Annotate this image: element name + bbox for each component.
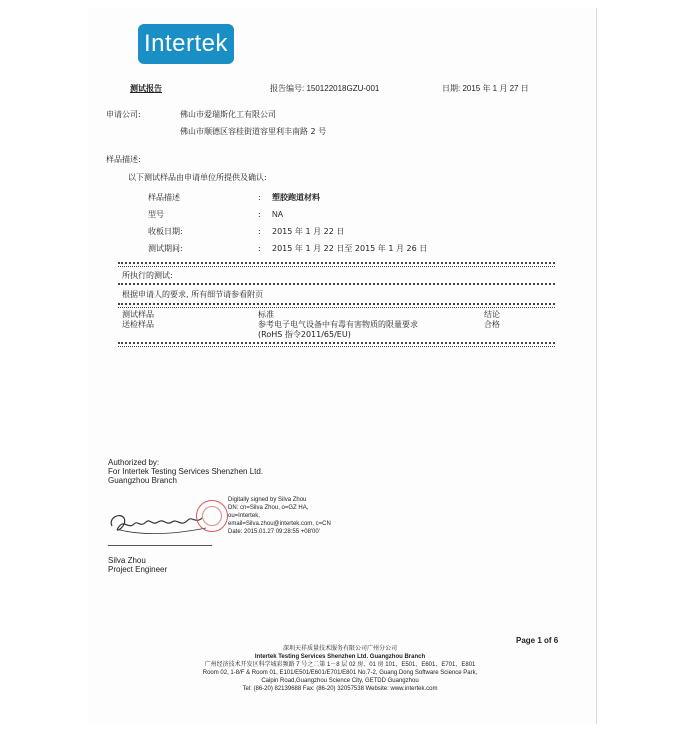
divider-line bbox=[118, 283, 555, 285]
intertek-logo: Intertek bbox=[138, 24, 234, 64]
signer-title: Project Engineer bbox=[108, 565, 168, 574]
applicant-name: 佛山市爱瑞斯化工有限公司 bbox=[180, 110, 276, 119]
document-page bbox=[88, 8, 597, 724]
tests-heading: 所执行的测试: bbox=[122, 271, 173, 280]
applicant-address: 佛山市顺德区容桂街道容里利丰南路 2 号 bbox=[180, 127, 327, 136]
sample-row-value: 塑胶跑道材料 bbox=[272, 193, 320, 202]
sample-row-key: 收板日期: bbox=[148, 227, 183, 236]
sample-label: 样品描述: bbox=[106, 155, 141, 164]
digital-signature-line: email=Silva.zhou@intertek.com, c=CN bbox=[228, 521, 331, 527]
results-sample-value: 送检样品 bbox=[122, 320, 154, 329]
page-number: Page 1 of 6 bbox=[516, 636, 559, 645]
report-date: 日期: 2015 年 1 月 27 日 bbox=[442, 84, 529, 93]
sample-intro: 以下测试样品由申请单位所提供及确认: bbox=[128, 173, 267, 182]
report-title: 测试报告 bbox=[130, 84, 162, 93]
applicant-label: 申请公司: bbox=[106, 110, 141, 119]
sample-row-value: 2015 年 1 月 22 日至 2015 年 1 月 26 日 bbox=[272, 244, 428, 253]
footer-company-en: Intertek Testing Services Shenzhen Ltd. Guangzhou Branch bbox=[254, 654, 426, 660]
sample-row-sep: : bbox=[258, 227, 261, 236]
signer-name: Silva Zhou bbox=[108, 556, 146, 565]
results-standard-directive: (RoHS 指令2011/65/EU) bbox=[258, 330, 351, 339]
digital-signature-line: Digitally signed by Silva Zhou bbox=[228, 497, 307, 503]
footer-address-en: Room 02, 1-8/F & Room 01, E101/E501/E601/E701/E801 No.7-2, Guang Dong Software Science Park, bbox=[202, 670, 478, 676]
sample-row-sep: : bbox=[258, 193, 261, 202]
results-standard-header: 标准 bbox=[258, 310, 274, 319]
signature-line bbox=[108, 545, 212, 546]
footer-contact: Tel: (86-20) 82139688 Fax: (86-20) 32057538 Website: www.intertek.com bbox=[242, 686, 438, 692]
digital-signature-line: Date: 2015.01.27 09:28:55 +08'00' bbox=[228, 529, 320, 535]
sample-row-value: NA bbox=[272, 210, 284, 219]
tests-text: 根据申请人的要求, 所有细节请参看附页 bbox=[122, 290, 264, 299]
authorized-by: Authorized by: bbox=[108, 458, 160, 467]
report-number: 报告编号: 150122018GZU-001 bbox=[270, 84, 380, 93]
sample-row-key: 样品描述 bbox=[148, 193, 180, 202]
sample-row-sep: : bbox=[258, 210, 261, 219]
sample-row-key: 测试期间: bbox=[148, 244, 183, 253]
divider-line bbox=[118, 303, 555, 308]
sample-row-key: 型号 bbox=[148, 210, 164, 219]
results-conclusion-value: 合格 bbox=[484, 320, 500, 329]
results-conclusion-header: 结论 bbox=[484, 310, 500, 319]
footer-address-cn: 广州经济技术开发区科学城彩频路 7 号之二第 1－8 层 02 房、01 房 101、E501、E601、E701、E801 bbox=[204, 662, 476, 668]
sample-row-sep: : bbox=[258, 244, 261, 253]
divider-line bbox=[118, 342, 555, 347]
results-standard-value: 参考电子电气设备中有毒有害物质的限量要求 bbox=[258, 320, 418, 329]
seal-stamp-inner bbox=[202, 506, 222, 526]
results-sample-header: 测试样品 bbox=[122, 310, 154, 319]
authorized-branch: Guangzhou Branch bbox=[108, 476, 177, 485]
digital-signature-line: ou=Intertek, bbox=[228, 513, 260, 519]
digital-signature-line: DN: cn=Silva Zhou, o=GZ HA, bbox=[228, 505, 309, 511]
authorized-company: For Intertek Testing Services Shenzhen Ltd. bbox=[108, 467, 264, 476]
footer-company-cn: 深圳天祥质量技术服务有限公司广州分公司 bbox=[282, 646, 397, 652]
footer-address-en-2: Caipin Road,Guangzhou Science City, GETDD Guangzhou bbox=[261, 678, 419, 684]
divider-line bbox=[118, 262, 555, 267]
sample-row-value: 2015 年 1 月 22 日 bbox=[272, 227, 345, 236]
